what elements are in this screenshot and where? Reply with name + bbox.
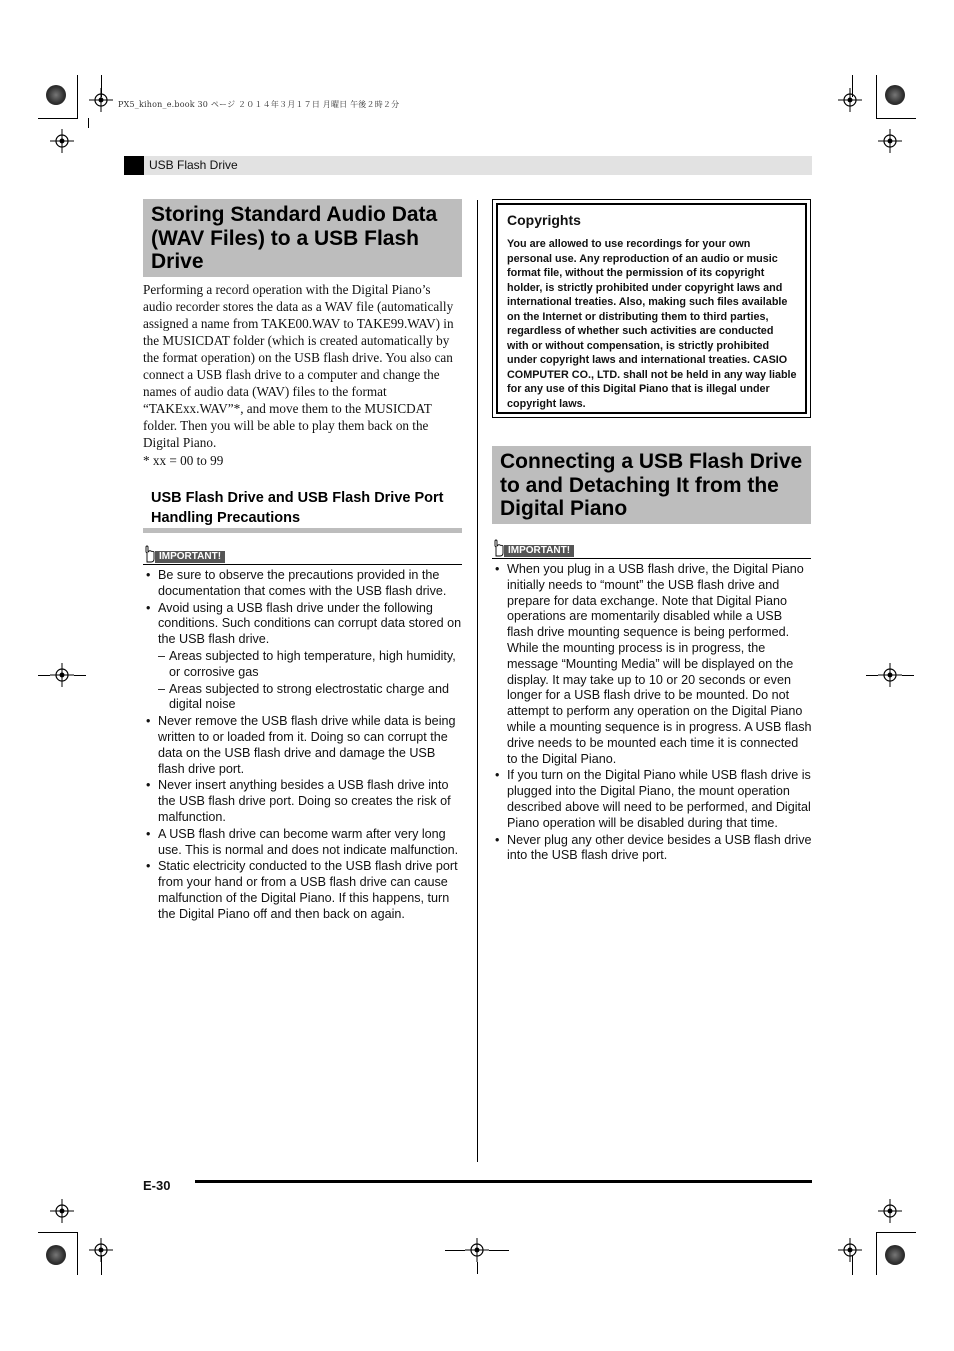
section-heading-connecting xyxy=(492,446,811,524)
list-item xyxy=(492,768,812,831)
crop-mark xyxy=(38,118,78,119)
registration-mark-icon xyxy=(878,1199,902,1223)
registration-mark-icon xyxy=(878,129,902,153)
crop-mark xyxy=(101,1255,102,1275)
list-item xyxy=(143,601,463,714)
crop-mark xyxy=(852,1255,853,1275)
list-item-text: Be sure to observe the precautions provided in the documentation that comes with the USB flash drive. xyxy=(158,568,447,598)
list-item xyxy=(492,562,812,767)
list-item xyxy=(143,568,463,600)
list-item-text: Never plug any other device besides a USB flash drive into the USB flash drive port. xyxy=(507,832,812,863)
list-item xyxy=(143,778,463,825)
list-item xyxy=(143,859,463,922)
crop-mark xyxy=(477,1262,478,1274)
crop-mark xyxy=(876,1232,877,1275)
important-rule xyxy=(492,558,811,559)
crop-mark xyxy=(88,118,89,128)
section-heading-text: Connecting a USB Flash Drive to and Detaching It from the Digital Piano xyxy=(500,450,803,520)
list-item-text: Never remove the USB flash drive while data is being written to or loaded from it. Doing so can corrupt the data on the USB flash drive and damage the USB flash drive port. xyxy=(158,714,456,776)
registration-mark-icon xyxy=(838,88,862,112)
list-item xyxy=(143,827,463,859)
subheading-precautions: USB Flash Drive and USB Flash Drive Port Handling Precautions xyxy=(151,490,444,526)
crop-mark xyxy=(445,1250,465,1251)
crop-mark xyxy=(101,75,102,97)
registration-mark-icon xyxy=(465,1238,489,1262)
important-rule xyxy=(143,564,462,565)
list-item-text: Static electricity conducted to the USB flash drive port from your hand or from a USB flash drive can cause malfunction of the Digital Piano. If this happens, turn the Digital Piano off and then back on again. xyxy=(158,859,458,921)
crop-mark xyxy=(852,75,853,97)
color-target-icon xyxy=(46,1245,66,1265)
list-item xyxy=(143,714,463,777)
footnote: * xx = 00 to 99 xyxy=(143,453,224,468)
crop-mark xyxy=(74,675,86,676)
list-item-text: Never insert anything besides a USB flash drive into the USB flash drive port. Doing so creates the risk of malfunction. xyxy=(158,778,451,824)
registration-mark-icon xyxy=(50,663,74,687)
sublist-item-text: Areas subjected to strong electrostatic charge and digital noise xyxy=(169,681,450,712)
footer-rule xyxy=(195,1180,812,1183)
sublist-item xyxy=(158,682,463,714)
connecting-notes-list xyxy=(492,562,812,865)
page-number: E-30 xyxy=(143,1178,171,1193)
list-item xyxy=(492,833,812,865)
sublist-item xyxy=(158,649,463,681)
list-item-text: A USB flash drive can become warm after very long use. This is normal and does not indicate malfunction. xyxy=(158,826,459,857)
crop-mark xyxy=(38,1232,78,1233)
important-notice-left xyxy=(143,549,462,565)
important-notice-right xyxy=(492,543,811,559)
crop-mark xyxy=(866,675,878,676)
intro-paragraph: Performing a record operation with the Digital Piano’s audio recorder stores the data as a WAV file (automatically assigned a name from TAKE00.WAV to TAKE99.WAV) in the MUSICDAT folder (which is created automatically by the format operation) on the USB flash drive. You also can connect a USB flash drive to a computer and change the names of audio data (WAV) files to the format “TAKExx.WAV”*, and move them to the MUSICDAT folder. Then you will be able to play them back on the Digital Piano. xyxy=(143,282,454,450)
registration-mark-icon xyxy=(878,663,902,687)
color-target-icon xyxy=(885,85,905,105)
copyrights-title: Copyrights xyxy=(507,212,581,228)
running-header-title: USB Flash Drive xyxy=(149,158,238,172)
crop-mark xyxy=(38,675,50,676)
list-item-text: If you turn on the Digital Piano while USB flash drive is plugged into the Digital Piano, the mount operation described above will need to be performed, and Digital Piano operation will be disabled during that time. xyxy=(507,768,811,830)
important-label: IMPORTANT! xyxy=(504,545,574,557)
copyrights-text: You are allowed to use recordings for your own personal use. Any reproduction of an audio or music format file, without the permission of its copyright holder, is strictly prohibited under copyright laws and international treaties. Also, making such files available on the Internet or distributing them to third parties, regardless of whether such activities are conducted with or without compensation, is strictly prohibited under copyright laws and international treaties. CASIO COMPUTER CO., LTD. shall not be held in any way liable for any use of this Digital Piano that is illegal under copyright laws. xyxy=(507,238,797,410)
book-file-info: PX5_kihon_e.book 30 ページ ２０１４年３月１７日 月曜日 午後２時２分 xyxy=(118,100,400,109)
subheading-rule xyxy=(143,528,462,533)
header-marker xyxy=(124,156,144,175)
crop-mark xyxy=(77,1232,78,1275)
crop-mark xyxy=(876,1232,916,1233)
registration-mark-icon xyxy=(838,1238,862,1262)
sublist-item-text: Areas subjected to high temperature, high humidity, or corrosive gas xyxy=(169,648,456,679)
conditions-sublist xyxy=(158,649,463,713)
section-heading-text: Storing Standard Audio Data (WAV Files) to a USB Flash Drive xyxy=(151,203,438,273)
crop-mark xyxy=(876,118,916,119)
crop-mark xyxy=(77,75,78,118)
crop-mark xyxy=(876,75,877,118)
list-item-text: Avoid using a USB flash drive under the following conditions. Such conditions can corrupt data stored on the USB flash drive. xyxy=(158,600,462,647)
crop-mark xyxy=(489,1250,509,1251)
color-target-icon xyxy=(46,85,66,105)
section-heading-storing-audio xyxy=(143,199,462,277)
copyrights-box xyxy=(492,199,811,418)
important-label: IMPORTANT! xyxy=(155,551,225,563)
copyrights-box-inner xyxy=(496,203,807,414)
list-item-text: When you plug in a USB flash drive, the Digital Piano initially needs to “mount” the USB flash drive and prepare for data exchange. Note that Digital Piano operations are momentarily disabled while a USB flash drive mounting sequence is being performed. While the mounting process is in progress, the message “Mounting Media” will be displayed on the display. It may take up to 10 or 20 seconds or even longer for a USB flash drive to be mounted. Do not attempt to perform any operation on the Digital Piano while a mounting sequence is in progress. A USB flash drive needs to be mounted each time it is connected to the Digital Piano. xyxy=(507,562,812,766)
registration-mark-icon xyxy=(50,1199,74,1223)
color-target-icon xyxy=(885,1245,905,1265)
crop-mark xyxy=(902,675,914,676)
column-divider xyxy=(477,200,478,1162)
registration-mark-icon xyxy=(50,129,74,153)
precautions-list xyxy=(143,568,463,924)
